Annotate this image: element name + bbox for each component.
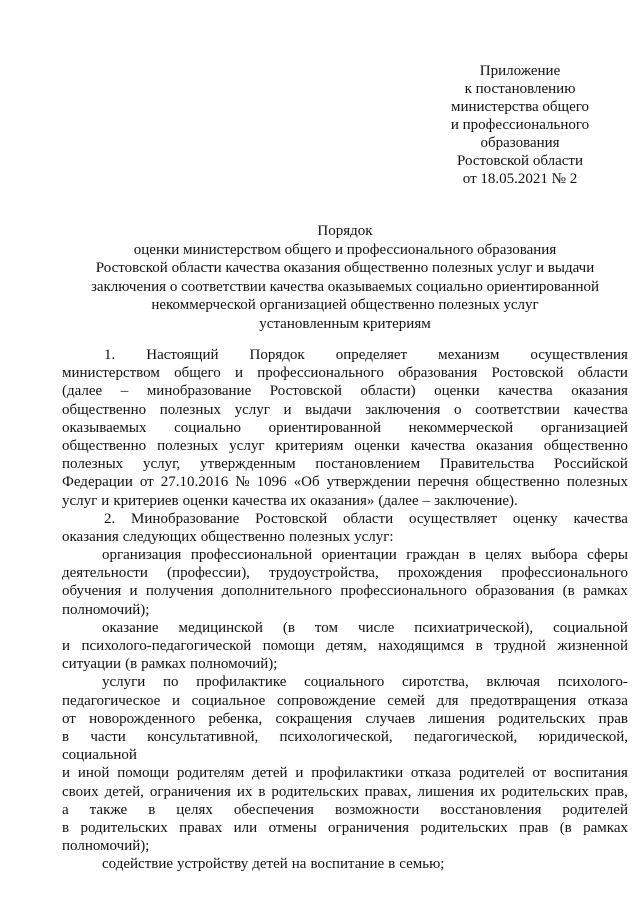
body-line [62, 346, 628, 364]
body-word: ориентированной [268, 419, 382, 436]
body-word: иной [77, 765, 110, 782]
body-word: устройству [177, 856, 249, 873]
body-word: содействие [102, 856, 174, 873]
body-word: оказания [62, 528, 119, 545]
body-line [62, 637, 628, 655]
body-word: некоммерческой [408, 419, 514, 436]
body-word: Ростовской [491, 365, 564, 382]
body-word: «Об [293, 474, 320, 491]
body-word: или [233, 819, 258, 836]
body-word: прохождения [397, 565, 483, 582]
title-line: Ростовской области качества оказания общественно полезных услуг и выдачи [95, 260, 595, 276]
body-word: Настоящий [146, 347, 219, 363]
body-word: семью; [399, 856, 445, 873]
body-word: общественно [200, 528, 285, 545]
body-word: полезных [288, 528, 351, 545]
body-word: детей [252, 765, 288, 782]
body-word: полезных [157, 437, 219, 454]
body-word: и [171, 692, 180, 709]
body-word: Российской [554, 456, 628, 473]
body-word: Ростовской [269, 383, 342, 400]
body-word: находящимся [378, 638, 465, 654]
body-line [62, 710, 628, 728]
body-word: воспитание [310, 856, 385, 873]
body-word: полезных [566, 474, 628, 491]
body-word: родителям [176, 765, 245, 782]
body-word: включая [486, 674, 541, 691]
body-word: прав, [594, 783, 628, 800]
body-line [62, 401, 628, 419]
document-body [62, 346, 628, 873]
title-line: установленным критериям [259, 315, 431, 332]
appendix-line: Приложение [479, 63, 561, 79]
body-line [62, 546, 628, 564]
body-word: Порядок [249, 347, 305, 363]
body-word: профессионального [340, 583, 467, 600]
body-word: полномочий); [190, 656, 278, 673]
body-word: также [89, 801, 128, 818]
body-word: сокращения [275, 710, 353, 727]
body-word: детям, [325, 638, 367, 654]
body-word: том [314, 619, 338, 636]
body-word: деятельности [62, 565, 148, 582]
body-word: профилактике [196, 674, 287, 691]
body-line [62, 764, 628, 782]
body-word: области [577, 365, 628, 382]
body-word: оказание [102, 619, 159, 636]
body-word: прав [598, 710, 628, 727]
body-word: возможности [334, 801, 420, 818]
body-word: соответствии [475, 401, 560, 418]
body-word: их [290, 492, 307, 509]
body-line [62, 692, 628, 710]
body-word: общественно [475, 474, 560, 491]
body-word: целях [176, 801, 213, 818]
body-word: обеспечения [233, 801, 314, 818]
body-word: общественно [62, 401, 147, 418]
body-word: помощи [117, 765, 170, 782]
body-word: числе [357, 619, 395, 636]
body-word: их [480, 783, 496, 800]
body-word: утвержденным [200, 456, 296, 473]
body-line [62, 728, 628, 746]
body-word: социальной [553, 619, 628, 636]
body-word: услуг [62, 492, 98, 509]
body-word: родительских [498, 710, 586, 727]
body-word: медицинской [178, 619, 263, 636]
body-word: а [62, 801, 69, 818]
body-word: детей, [104, 783, 144, 800]
body-word: и [62, 638, 71, 654]
body-word: семей [387, 692, 425, 709]
body-word: Правительства [439, 456, 535, 473]
body-line [62, 473, 628, 491]
body-word: о [453, 401, 462, 418]
body-word: ограничения [328, 819, 410, 836]
appendix-line: министерства общего [450, 99, 590, 115]
body-word: жизненной [557, 638, 628, 654]
body-word: отказа [587, 692, 628, 709]
body-line [62, 564, 628, 582]
body-word: общего [174, 365, 221, 382]
body-word: и [295, 765, 304, 782]
body-line [62, 492, 628, 510]
body-word: качества [573, 510, 628, 527]
body-word: психологической, [279, 728, 393, 745]
body-word: и [62, 765, 71, 782]
body-word: психолого-педагогической [81, 638, 252, 654]
body-word: полномочий); [62, 838, 150, 855]
body-word: образования [398, 365, 478, 382]
body-word: услуг [229, 437, 265, 454]
title-line: некоммерческой организацией общественно полезных услуг [151, 297, 539, 313]
body-word: следующих [122, 528, 197, 545]
body-word: Ростовской [255, 510, 328, 527]
body-word: минобразование [146, 383, 252, 400]
body-word: граждан [406, 547, 460, 564]
title-heading: Порядок [317, 223, 373, 239]
body-word: обучения [62, 583, 122, 600]
body-word: услуг [234, 401, 270, 418]
body-line [62, 783, 628, 801]
body-word: сиротства, [401, 674, 469, 691]
body-word: определяет [335, 347, 408, 363]
body-word: ребенка, [208, 710, 263, 727]
body-word: педагогическое [62, 692, 161, 709]
body-word: и [129, 583, 138, 600]
body-word: оказания [476, 437, 533, 454]
body-word: организацией [540, 419, 628, 436]
body-word: (в [559, 819, 572, 836]
body-word: – [120, 383, 129, 400]
body-word: 1096 [256, 474, 287, 491]
body-word: случаев [365, 710, 416, 727]
body-word: профессионального [257, 365, 384, 382]
body-word: профилактики [311, 765, 404, 782]
body-word: перечня [417, 474, 469, 491]
body-word: (далее [62, 383, 103, 400]
title-line: заключения о соответствии качества оказываемых социально ориентированной [90, 278, 600, 295]
body-word: общественно [543, 437, 628, 454]
body-line [62, 655, 628, 673]
body-word: качества [410, 437, 466, 454]
body-word: от [62, 710, 76, 727]
body-word: заключение). [434, 492, 518, 509]
body-word: части [90, 728, 126, 745]
body-word: оказываемых [62, 419, 147, 436]
body-word: юридической, [538, 728, 628, 745]
body-line [62, 837, 628, 855]
body-line [62, 619, 628, 637]
body-line [62, 364, 628, 382]
body-word: отмены [268, 819, 317, 836]
body-word: осуществления [530, 347, 628, 363]
body-line [62, 801, 628, 819]
body-word: ограничения [149, 783, 231, 800]
body-line [62, 382, 628, 400]
body-word: целях [485, 547, 522, 564]
body-word: оценки [354, 437, 400, 454]
body-word: в [388, 856, 396, 873]
document-title [60, 222, 630, 333]
body-line [62, 746, 628, 764]
body-word: области) [360, 383, 416, 400]
body-word: механизм [438, 347, 500, 363]
body-word: образования [475, 583, 555, 600]
body-word: в [62, 728, 70, 745]
body-word: выбора [531, 547, 578, 564]
body-line [62, 528, 628, 546]
body-word: оказания [571, 383, 628, 400]
body-line [62, 419, 628, 437]
body-word: правах [179, 819, 223, 836]
body-word: восстановления [440, 801, 542, 818]
body-word: по [163, 674, 179, 691]
body-word: № [235, 474, 250, 491]
body-word: заключения [365, 401, 441, 418]
body-word: помощи [262, 638, 315, 654]
body-word: качества [232, 492, 287, 509]
body-word: рамках [583, 583, 628, 600]
body-line [62, 582, 628, 600]
body-word: утверждении [326, 474, 411, 491]
body-word: качества [573, 401, 628, 418]
body-word: родительских [420, 819, 508, 836]
body-word: (далее [378, 492, 419, 509]
body-word: осуществляет [408, 510, 498, 527]
body-word: в [468, 547, 476, 564]
body-word: родительских [501, 783, 589, 800]
body-line [62, 455, 628, 473]
body-word: от [532, 765, 547, 782]
body-word: 27.10.2016 [160, 474, 229, 491]
body-word: психиатрической), [414, 619, 534, 636]
body-word: родителей [562, 801, 628, 818]
body-word: – [422, 492, 431, 509]
body-word: министерством [62, 365, 160, 382]
body-word: дополнительного [221, 583, 333, 600]
body-word: общественно [62, 437, 147, 454]
body-word: (профессии), [167, 565, 250, 582]
body-word: и [234, 365, 244, 382]
body-line [62, 510, 628, 528]
body-word: критериев [113, 492, 179, 509]
appendix-line: к постановлению [464, 81, 576, 97]
body-word: своих [62, 783, 99, 800]
body-word: воспитания [554, 765, 628, 782]
body-word: трудной [494, 638, 546, 654]
body-word: полномочий); [62, 601, 150, 618]
body-word: в [475, 638, 483, 654]
appendix-line: и профессионального [450, 117, 590, 133]
body-word: рамках [583, 819, 628, 836]
body-word: правах, [364, 783, 412, 800]
body-word: организация [102, 547, 182, 564]
body-word: психолого- [557, 674, 628, 691]
body-word: (в [282, 619, 295, 636]
body-word: от [139, 474, 154, 491]
body-word: и [101, 492, 110, 509]
body-word: сопровождение [276, 692, 376, 709]
body-line [62, 437, 628, 455]
body-word: предотвращения [470, 692, 577, 709]
body-word: полезных [62, 456, 124, 473]
body-word: в [258, 783, 266, 800]
body-word: постановлением [315, 456, 421, 473]
appendix-line: Ростовской области [457, 153, 583, 169]
body-word: оказания» [310, 492, 375, 509]
body-word: 1. [104, 347, 116, 363]
body-word: их [236, 783, 253, 800]
body-word: для [436, 692, 459, 709]
body-word: педагогической, [413, 728, 518, 745]
body-word: лишения [428, 710, 485, 727]
body-word: детей [252, 856, 288, 873]
body-word: услуг, [142, 456, 181, 473]
body-word: прав [519, 819, 549, 836]
appendix-line: от 18.05.2021 № 2 [462, 171, 578, 187]
body-word: родителей [458, 765, 525, 782]
body-word: услуги [102, 674, 146, 691]
body-word: оценку [512, 510, 558, 527]
body-word: новорожденного [89, 710, 196, 727]
body-word: профессиональной [190, 547, 313, 564]
body-word: критериям [275, 437, 344, 454]
body-word: социальной [62, 747, 137, 764]
body-word: сферы [587, 547, 628, 564]
body-word: в [62, 819, 70, 836]
body-line [62, 601, 628, 619]
body-word: социально [174, 419, 241, 436]
body-word: лишения [417, 783, 475, 800]
body-word: рамках [141, 656, 187, 673]
appendix-line: образования [480, 135, 560, 151]
body-word: Федерации [62, 474, 133, 491]
body-word: Минобразование [131, 510, 240, 527]
body-word: 2. [104, 510, 116, 527]
body-word: выдачи [305, 401, 352, 418]
body-word: в [148, 801, 156, 818]
body-word: (в [125, 656, 138, 673]
body-word: услуг: [354, 528, 394, 545]
body-word: социального [304, 674, 385, 691]
body-word: полезных [159, 401, 221, 418]
body-word: отказа [410, 765, 452, 782]
body-word: профессионального [501, 565, 628, 582]
title-line: оценки министерством общего и профессионального образования [133, 241, 557, 258]
body-word: (в [562, 583, 575, 600]
appendix-block [440, 62, 600, 188]
body-word: ориентации [321, 547, 397, 564]
body-word: на [291, 856, 307, 873]
body-word: трудоустройства, [269, 565, 379, 582]
body-word: качества [498, 383, 553, 400]
body-word: ситуации [62, 656, 122, 673]
body-line [62, 855, 628, 873]
body-line [62, 819, 628, 837]
body-line [62, 673, 628, 691]
body-word: консультативной, [147, 728, 259, 745]
body-word: оценки [434, 383, 480, 400]
body-word: родительских [271, 783, 359, 800]
body-word: оценки [182, 492, 229, 509]
body-word: области [343, 510, 394, 527]
body-word: социальное [191, 692, 266, 709]
body-word: родительских [80, 819, 168, 836]
body-word: и [283, 401, 292, 418]
body-word: получения [145, 583, 214, 600]
